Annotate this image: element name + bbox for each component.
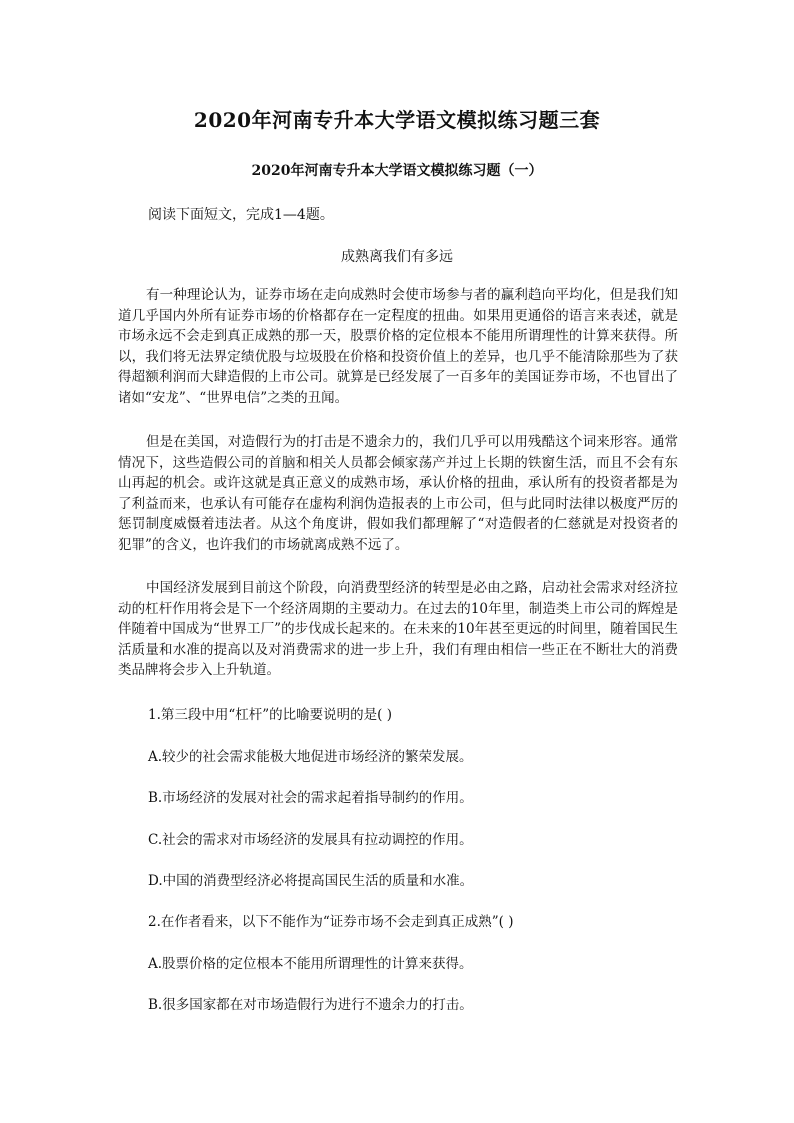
question-2-option-a: A.股票价格的定位根本不能用所谓理性的计算来获得。 — [148, 956, 473, 972]
paragraph-3: 中国经济发展到目前这个阶段，向消费型经济的转型是必由之路，启动社会需求对经济拉动的杠杆作用将会是下一个经济周期的主要动力。在过去的10年里，制造类上市公司的辉煌是伴随着中国成为“世界工厂”的步伐成长起来的。在未来的10年甚至更远的时间里，随着国民生活质量和水准的提高以及对消费需求的进一步上升，我们有理由相信一些正在不断壮大的消费类品牌将会步入上升轨道。 — [118, 580, 678, 678]
question-2-option-b: B.很多国家都在对市场造假行为进行不遗余力的打击。 — [148, 997, 473, 1013]
paragraph-1: 有一种理论认为，证券市场在走向成熟时会使市场参与者的赢利趋向平均化，但是我们知道几乎国内外所有证券市场的价格都存在一定程度的扭曲。如果用更通俗的语言来表述，就是市场永远不会走到真正成熟的那一天，股票价格的定位根本不能用所谓理性的计算来获得。所以，我们将无法界定绩优股与垃圾股在价格和投资价值上的差异，也几乎不能清除那些为了获得超额利润而大肆造假的上市公司。就算是已经发展了一百多年的美国证券市场，不也冒出了诸如“安龙”、“世界电信”之类的丑闻。 — [118, 287, 678, 406]
page-title: 2020年河南专升本大学语文模拟练习题三套 — [193, 108, 601, 132]
question-1-option-a: A.较少的社会需求能极大地促进市场经济的繁荣发展。 — [148, 749, 473, 765]
paragraph-2: 但是在美国，对造假行为的打击是不遗余力的，我们几乎可以用残酷这个词来形容。通常情况下，这些造假公司的首脑和相关人员都会倾家荡产并过上长期的铁窗生活，而且不会有东山再起的机会。或许这就是真正意义的成熟市场，承认价格的扭曲，承认所有的投资者都是为了利益而来，也承认有可能存在虚构利润伪造报表的上市公司，但与此同时法律以极度严厉的惩罚制度威慑着违法者。从这个角度讲，假如我们都理解了“对造假者的仁慈就是对投资者的犯罪”的含义，也许我们的市场就离成熟不远了。 — [118, 434, 678, 553]
reading-instruction: 阅读下面短文，完成1—4题。 — [148, 207, 334, 223]
section-title: 2020年河南专升本大学语文模拟练习题（一） — [251, 163, 543, 179]
article-title: 成熟离我们有多远 — [341, 249, 453, 265]
question-1-option-c: C.社会的需求对市场经济的发展具有拉动调控的作用。 — [148, 832, 473, 848]
question-1-option-b: B.市场经济的发展对社会的需求起着指导制约的作用。 — [148, 790, 473, 806]
question-1: 1.第三段中用“杠杆”的比喻要说明的是( ) — [148, 707, 393, 723]
question-1-option-d: D.中国的消费型经济必将提高国民生活的质量和水准。 — [148, 873, 474, 889]
question-2: 2.在作者看来，以下不能作为“证券市场不会走到真正成熟”( ) — [148, 914, 514, 930]
